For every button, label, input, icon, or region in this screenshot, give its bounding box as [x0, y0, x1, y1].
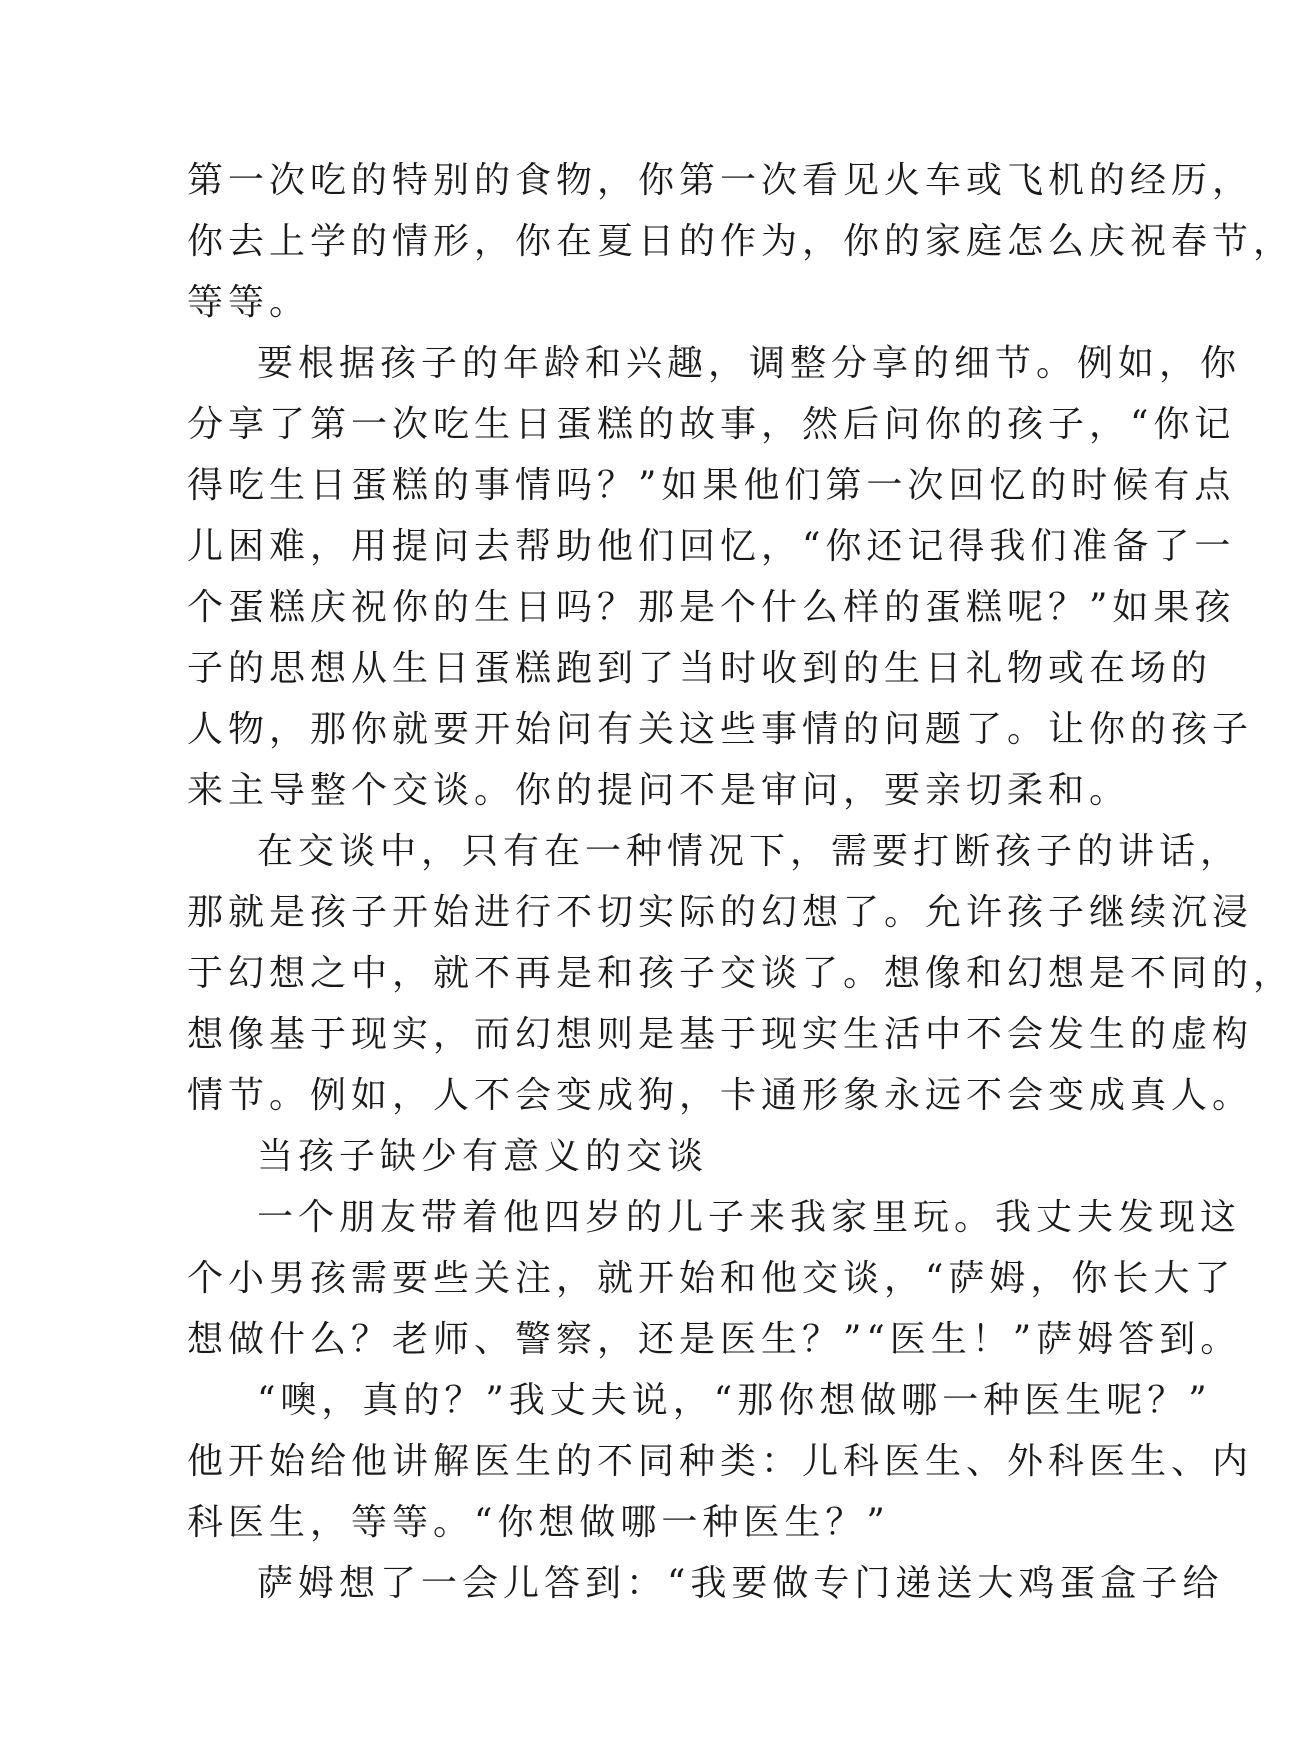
text-line: 分享了第一次吃生日蛋糕的故事，然后问你的孩子，“你记 [187, 404, 1236, 445]
text-line: 那就是孩子开始进行不切实际的幻想了。允许孩子继续沉浸 [187, 892, 1254, 933]
text-line: 要根据孩子的年龄和兴趣，调整分享的细节。例如，你 [257, 343, 1242, 384]
text-line: 科医生，等等。“你想做哪一种医生？” [187, 1502, 890, 1543]
text-line: 在交谈中，只有在一种情况下，需要打断孩子的讲话， [257, 831, 1242, 872]
text-line: 得吃生日蛋糕的事情吗？”如果他们第一次回忆的时候有点 [187, 465, 1236, 506]
text-line: 于幻想之中，就不再是和孩子交谈了。想像和幻想是不同的， [187, 953, 1294, 994]
text-line: 人物，那你就要开始问有关这些事情的问题了。让你的孩子 [187, 709, 1254, 750]
text-line: 子的思想从生日蛋糕跑到了当时收到的生日礼物或在场的 [187, 648, 1213, 689]
text-line: 来主导整个交谈。你的提问不是审问，要亲切柔和。 [187, 770, 1131, 811]
text-line: 第一次吃的特别的食物，你第一次看见火车或飞机的经历， [187, 160, 1254, 201]
text-line: “噢，真的？”我丈夫说，“那你想做哪一种医生呢？” [257, 1380, 1212, 1421]
text-line: 儿困难，用提问去帮助他们回忆，“你还记得我们准备了一 [187, 526, 1236, 567]
text-line: 想做什么？老师、警察，还是医生？”“医生！”萨姆答到。 [187, 1319, 1242, 1360]
text-line: 萨姆想了一会儿答到：“我要做专门递送大鸡蛋盒子给 [257, 1563, 1224, 1604]
text-line: 等等。 [187, 282, 311, 323]
body-text [187, 150, 1294, 1614]
text-line: 个蛋糕庆祝你的生日吗？那是个什么样的蛋糕呢？”如果孩 [187, 587, 1236, 628]
text-line: 个小男孩需要些关注，就开始和他交谈，“萨姆，你长大了 [187, 1258, 1236, 1299]
text-line: 一个朋友带着他四岁的儿子来我家里玩。我丈夫发现这 [257, 1197, 1242, 1238]
text-line: 想像基于现实，而幻想则是基于现实生活中不会发生的虚构 [187, 1014, 1254, 1055]
text-line: 你去上学的情形，你在夏日的作为，你的家庭怎么庆祝春节， [187, 221, 1294, 262]
text-line: 情节。例如，人不会变成狗，卡通形象永远不会变成真人。 [187, 1075, 1254, 1116]
section-heading: 当孩子缺少有意义的交谈 [257, 1136, 709, 1177]
text-line: 他开始给他讲解医生的不同种类：儿科医生、外科医生、内 [187, 1441, 1254, 1482]
